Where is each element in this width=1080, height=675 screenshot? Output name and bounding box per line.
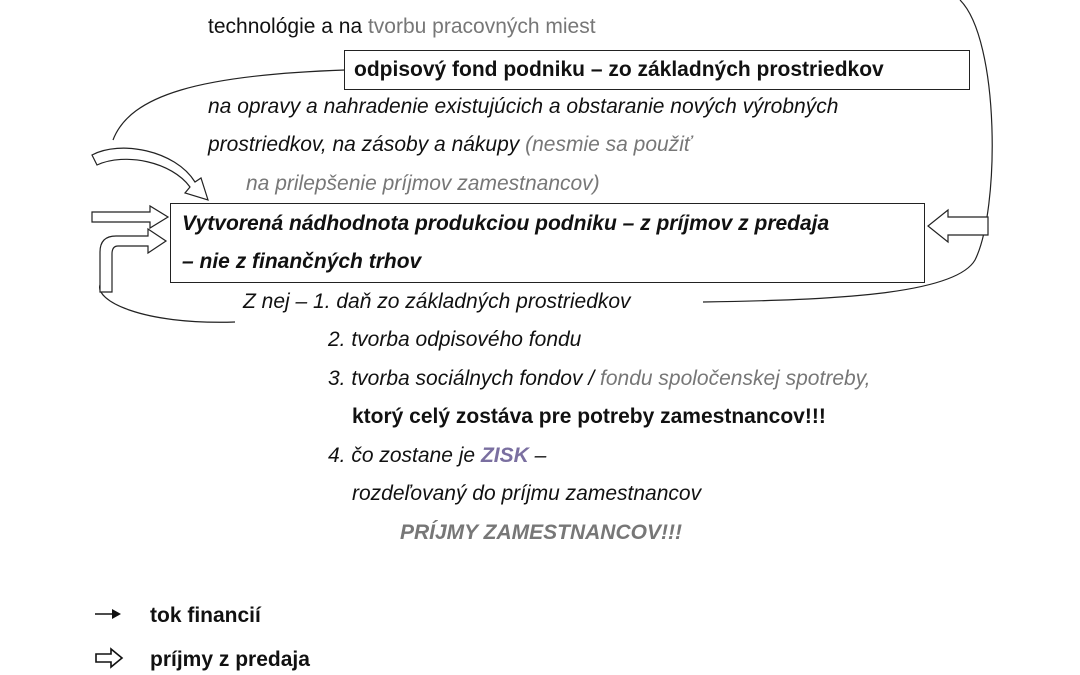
fondu-spolocenskej-spotreby-text: fondu spoločenskej spotreby, <box>600 367 871 390</box>
curved-hollow-arrow <box>92 148 208 200</box>
vytvorena-line-1: Vytvorená nádhodnota produkciou podniku – z príjmov z predaja <box>182 212 830 235</box>
left-bottom-curve <box>100 285 235 322</box>
prostriedkov-text: prostriedkov, na zásoby a nákupy <box>208 133 526 156</box>
vytvorena-line-2: – nie z finančných trhov <box>182 250 422 273</box>
zisk-text: ZISK <box>480 444 529 467</box>
legend-sales-label: príjmy z predaja <box>150 648 310 671</box>
legend-flow-label: tok financií <box>150 604 261 627</box>
line-prostriedkov <box>208 132 691 158</box>
right-hollow-arrow <box>928 210 988 242</box>
odpisovy-fond-title: odpisový fond podniku – zo základných prostriedkov <box>354 58 884 81</box>
line-item-4 <box>328 443 546 469</box>
prijmy-zamestnancov-text: PRÍJMY ZAMESTNANCOV!!! <box>400 521 682 544</box>
thin-arrow-right-icon <box>94 604 124 624</box>
nesmie-sa-pouzit-text: (nesmie sa použiť <box>525 133 692 156</box>
line-z-nej: Z nej – 1. daň zo základných prostriedkov <box>243 290 631 313</box>
item-4-text: 4. čo zostane je <box>328 444 481 467</box>
line-item-3 <box>328 366 870 392</box>
straight-hollow-arrow <box>92 206 168 228</box>
hollow-arrow-right-icon <box>94 646 126 670</box>
line-na-prilepsenie: na prilepšenie príjmov zamestnancov) <box>246 172 600 195</box>
item-3-text: 3. tvorba sociálnych fondov / <box>328 367 600 390</box>
technologie-text: technológie a na <box>208 15 368 38</box>
line-item-3-continued: ktorý celý zostáva pre potreby zamestnancov!!! <box>352 405 826 428</box>
line-rozdelovany: rozdeľovaný do príjmu zamestnancov <box>352 482 702 505</box>
line-item-2: 2. tvorba odpisového fondu <box>328 328 582 351</box>
tvorbu-pracovnych-miest-text: tvorbu pracovných miest <box>367 15 596 38</box>
bent-hollow-arrow <box>100 229 166 292</box>
item-4-dash: – <box>528 444 547 467</box>
line-na-opravy: na opravy a nahradenie existujúcich a obstaranie nových výrobných <box>208 95 839 118</box>
line-technologie <box>208 14 596 40</box>
